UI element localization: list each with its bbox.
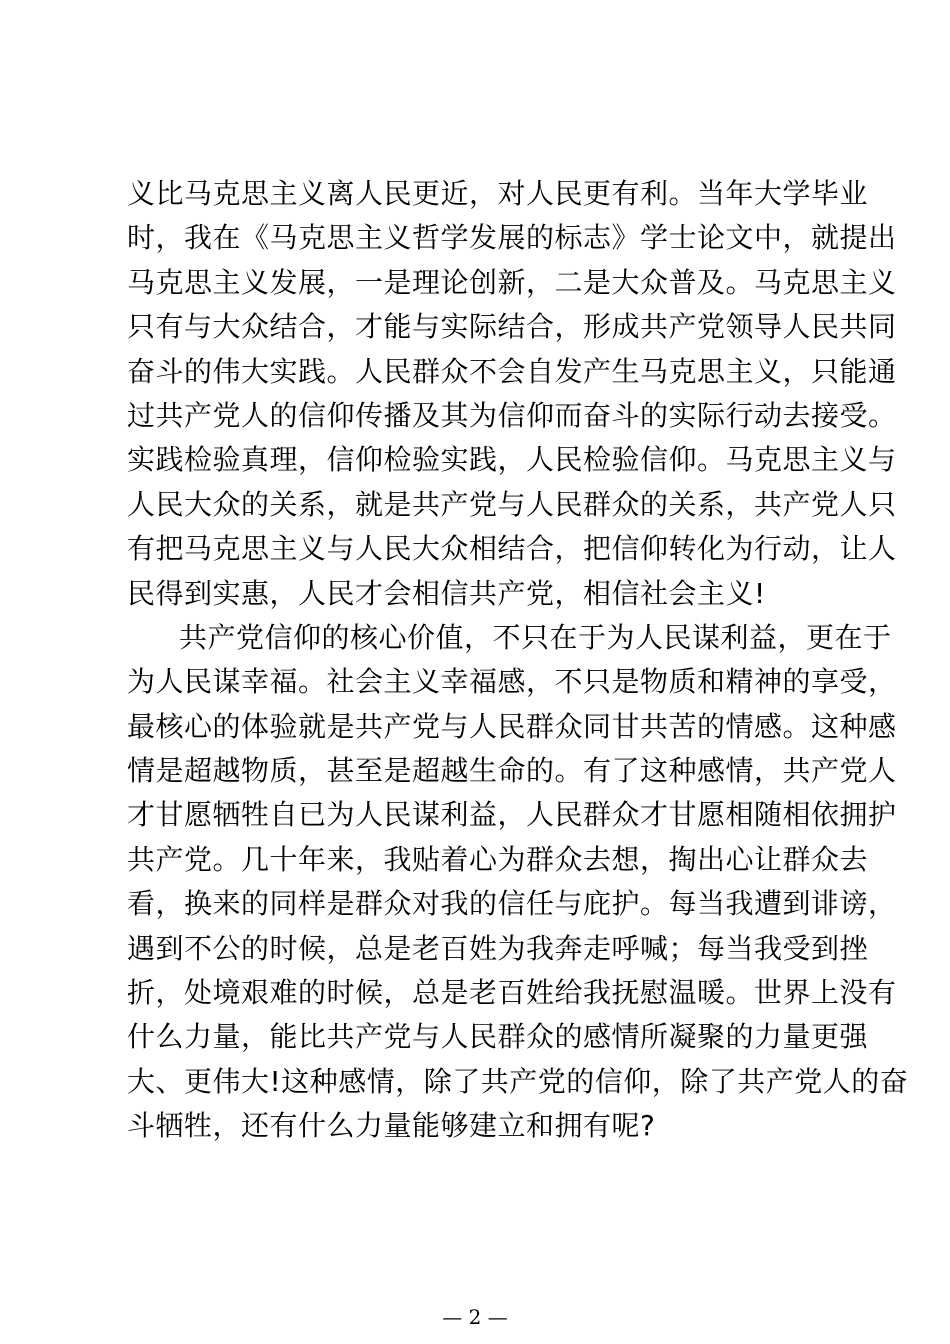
text-line: 看，换来的同样是群众对我的信任与庇护。每当我遭到诽谤， [127, 887, 897, 921]
text-line: 共产党。几十年来，我贴着心为群众去想，掏出心让群众去 [127, 842, 869, 876]
text-line: 民得到实惠，人民才会相信共产党，相信社会主义! [127, 576, 766, 610]
text-line: 情是超越物质，甚至是超越生命的。有了这种感情，共产党人 [127, 754, 897, 788]
text-line: 斗牺牲，还有什么力量能够建立和拥有呢? [127, 1109, 656, 1143]
text-line: 时，我在《马克思主义哲学发展的标志》学士论文中，就提出 [127, 221, 897, 255]
text-line: 过共产党人的信仰传播及其为信仰而奋斗的实际行动去接受。 [127, 398, 897, 432]
text-line: 才甘愿牺牲自已为人民谋利益，人民群众才甘愿相随相依拥护 [127, 798, 897, 832]
text-line: 最核心的体验就是共产党与人民群众同甘共苦的情感。这种感 [127, 709, 897, 743]
text-line-indented: 共产党信仰的核心价值，不只在于为人民谋利益，更在于 [179, 620, 892, 654]
paragraph-1 [127, 172, 897, 616]
text-line: 义比马克思主义离人民更近，对人民更有利。当年大学毕业 [127, 177, 869, 210]
text-line: 人民大众的关系，就是共产党与人民群众的关系，共产党人只 [127, 487, 897, 521]
document-body [127, 172, 909, 1149]
page-number: — 2 — [442, 1305, 508, 1329]
text-line: 只有与大众结合，才能与实际结合，形成共产党领导人民共同 [127, 310, 897, 344]
text-line: 什么力量，能比共产党与人民群众的感情所凝聚的力量更强 [127, 1020, 869, 1054]
text-line: 实践检验真理，信仰检验实践，人民检验信仰。马克思主义与 [127, 443, 897, 477]
text-line: 马克思主义发展，一是理论创新，二是大众普及。马克思主义 [127, 265, 897, 299]
paragraph-2 [127, 616, 909, 1149]
text-line: 为人民谋幸福。社会主义幸福感，不只是物质和精神的享受， [127, 665, 897, 699]
text-line: 大、更伟大!这种感情，除了共产党的信仰，除了共产党人的奋 [127, 1064, 909, 1098]
text-line: 奋斗的伟大实践。人民群众不会自发产生马克思主义，只能通 [127, 354, 897, 388]
text-line: 有把马克思主义与人民大众相结合，把信仰转化为行动，让人 [127, 532, 897, 566]
text-line: 折，处境艰难的时候，总是老百姓给我抚慰温暖。世界上没有 [127, 976, 897, 1010]
text-line: 遇到不公的时候，总是老百姓为我奔走呼喊；每当我受到挫 [127, 931, 869, 965]
